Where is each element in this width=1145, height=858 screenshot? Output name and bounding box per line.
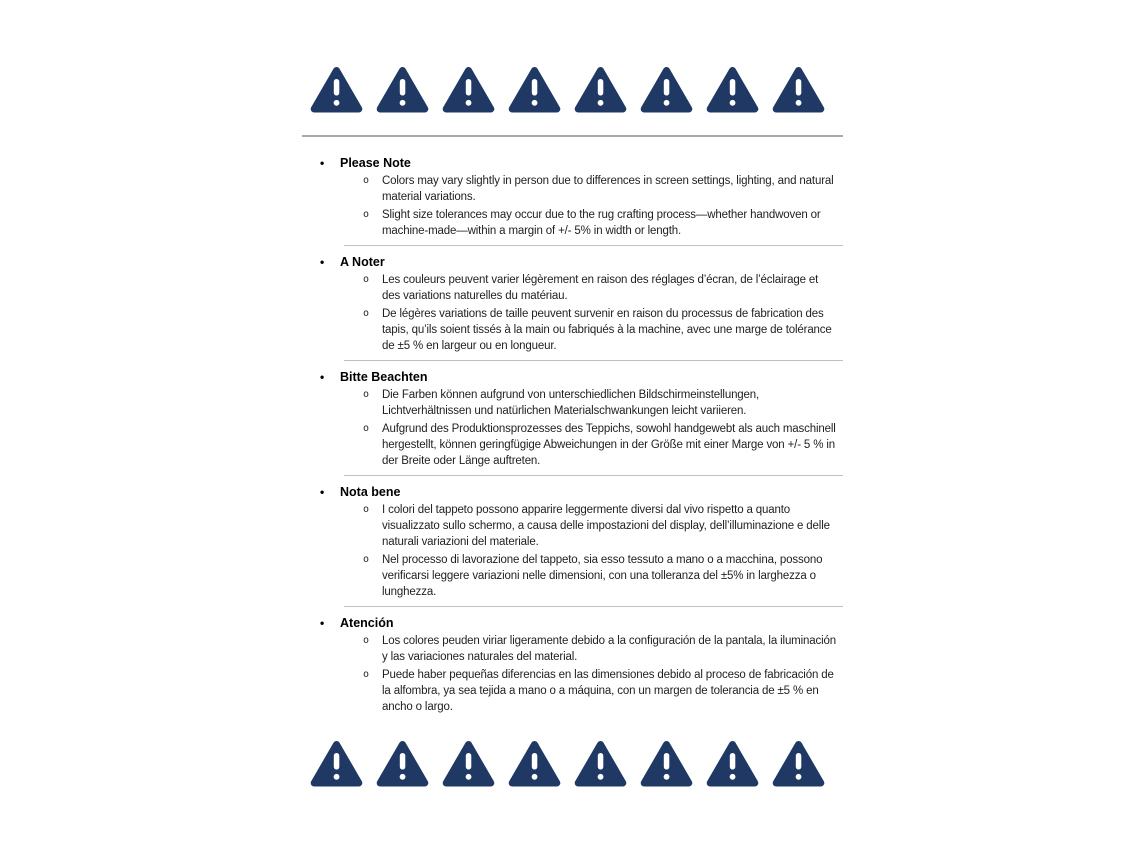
sub-bullet-marker: o — [363, 175, 370, 186]
warning-triangle-icon — [508, 739, 561, 787]
warning-triangle-row-top — [302, 65, 843, 113]
bullet-marker: • — [320, 616, 325, 630]
note-text: Die Farben können aufgrund von unterschiedlichen Bildschirmeinstellungen, Lichtverhältnissen und natürlichen Materialschwankungen leicht variieren. — [382, 389, 760, 417]
sub-bullet-marker: o — [363, 308, 370, 319]
warning-triangle-icon — [574, 739, 627, 787]
note-item — [302, 552, 843, 600]
note-item — [302, 306, 843, 354]
section-bitte-beachten — [302, 369, 843, 476]
warning-triangle-icon — [508, 65, 561, 113]
note-text: I colori del tappeto possono apparire leggermente diversi dal vivo rispetto a quanto visualizzato sullo schermo, a causa delle impostazioni del display, dell’illuminazione e delle naturali variazioni del materiale. — [382, 504, 830, 548]
warning-triangle-icon — [640, 65, 693, 113]
bullet-marker: • — [320, 255, 325, 269]
section-title: A Noter — [340, 255, 385, 269]
warning-triangle-icon — [442, 739, 495, 787]
section-heading-row — [302, 155, 843, 171]
section-heading-row — [302, 254, 843, 270]
note-item — [302, 633, 843, 665]
top-divider — [302, 135, 843, 137]
section-title: Atención — [340, 616, 394, 630]
note-item — [302, 207, 843, 239]
warning-triangle-icon — [310, 65, 363, 113]
warning-triangle-icon — [442, 65, 495, 113]
warning-triangle-icon — [310, 739, 363, 787]
section-title: Please Note — [340, 156, 411, 170]
section-divider — [344, 360, 843, 361]
sub-bullet-marker: o — [363, 389, 370, 400]
section-heading-row — [302, 484, 843, 500]
sub-bullet-marker: o — [363, 209, 370, 220]
sub-bullet-marker: o — [363, 669, 370, 680]
warning-triangle-icon — [772, 739, 825, 787]
note-text: Aufgrund des Produktionsprozesses des Teppichs, sowohl handgewebt als auch maschinell hergestellt, können geringfügige Abweichungen in der Größe mit einer Marge von +/- 5 % in der Breite oder Länge auftreten. — [382, 423, 836, 467]
bullet-marker: • — [320, 485, 325, 499]
section-divider — [344, 245, 843, 246]
section-nota-bene — [302, 484, 843, 607]
note-item — [302, 421, 843, 469]
note-item — [302, 502, 843, 550]
document-content — [302, 0, 843, 787]
section-divider — [344, 606, 843, 607]
section-heading-row — [302, 369, 843, 385]
note-item — [302, 272, 843, 304]
warning-triangle-icon — [376, 739, 429, 787]
note-item — [302, 173, 843, 205]
note-text: Puede haber pequeñas diferencias en las dimensiones debido al proceso de fabricación de la alfombra, ya sea tejida a mano o a máquina, con un margen de tolerancia de ±5 % en ancho o largo. — [382, 669, 834, 713]
section-please-note — [302, 155, 843, 246]
sub-bullet-marker: o — [363, 504, 370, 515]
note-text: Slight size tolerances may occur due to the rug crafting process—whether handwoven or machine-made—within a margin of +/- 5% in width or length. — [382, 209, 821, 237]
bullet-marker: • — [320, 370, 325, 384]
warning-triangle-icon — [640, 739, 693, 787]
section-a-noter — [302, 254, 843, 361]
section-title: Bitte Beachten — [340, 370, 428, 384]
section-atencion — [302, 615, 843, 715]
warning-triangle-row-bottom — [302, 739, 843, 787]
sub-bullet-marker: o — [363, 554, 370, 565]
bullet-marker: • — [320, 156, 325, 170]
section-divider — [344, 475, 843, 476]
warning-triangle-icon — [772, 65, 825, 113]
note-sections — [302, 155, 843, 715]
warning-triangle-icon — [574, 65, 627, 113]
sub-bullet-marker: o — [363, 635, 370, 646]
note-text: Les couleurs peuvent varier légèrement en raison des réglages d’écran, de l’éclairage et des variations naturelles du matériau. — [382, 274, 819, 302]
section-title: Nota bene — [340, 485, 401, 499]
warning-triangle-icon — [706, 739, 759, 787]
note-item — [302, 387, 843, 419]
note-text: Los colores peuden viriar ligeramente debido a la configuración de la pantala, la iluminación y las variaciones naturales del material. — [382, 635, 837, 663]
note-item — [302, 667, 843, 715]
note-text: De légères variations de taille peuvent survenir en raison du processus de fabrication des tapis, qu’ils soient tissés à la main ou fabriqués à la machine, avec une marge de tolérance de ±5 % en largeur ou en longueur. — [382, 308, 832, 352]
sub-bullet-marker: o — [363, 274, 370, 285]
section-heading-row — [302, 615, 843, 631]
warning-triangle-icon — [706, 65, 759, 113]
note-text: Colors may vary slightly in person due to differences in screen settings, lighting, and natural material variations. — [382, 175, 834, 203]
sub-bullet-marker: o — [363, 423, 370, 434]
warning-triangle-icon — [376, 65, 429, 113]
note-text: Nel processo di lavorazione del tappeto, sia esso tessuto a mano o a macchina, possono verificarsi leggere variazioni nelle dimensioni, con una tolleranza del ±5% in larghezza o lunghezza. — [382, 554, 823, 598]
